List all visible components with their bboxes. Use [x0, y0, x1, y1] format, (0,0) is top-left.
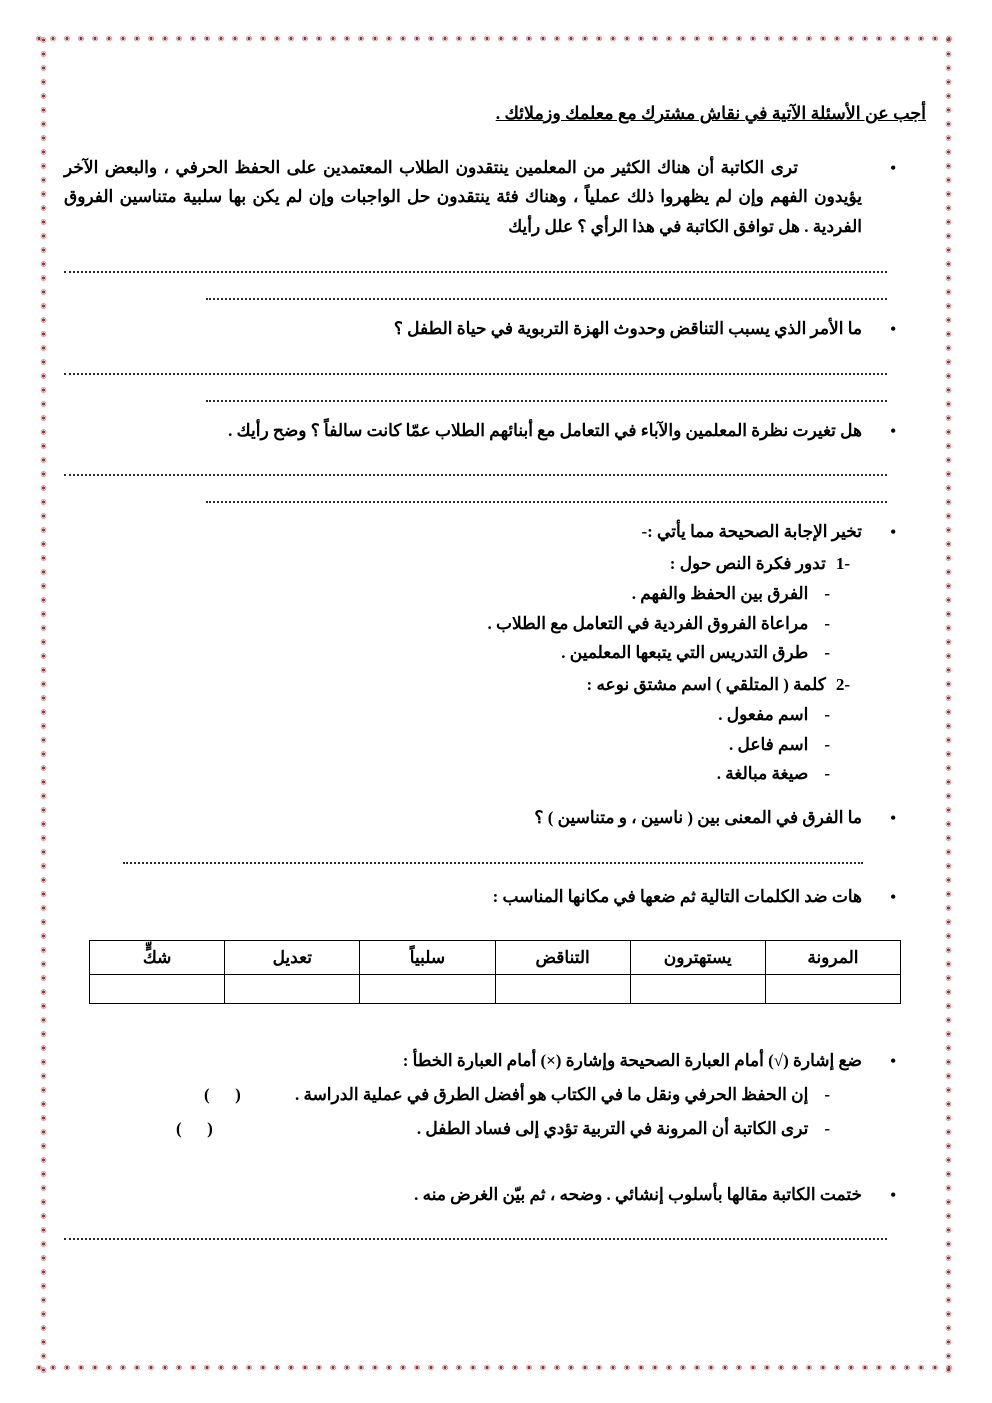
true-false-item [64, 1080, 926, 1110]
dash-marker: - [824, 734, 830, 754]
decorative-border-right [943, 33, 954, 1373]
question-5-answer-area [64, 837, 926, 864]
question-4-text: تخير الإجابة الصحيحة مما يأتي :- [641, 522, 862, 542]
question-2 [64, 314, 926, 344]
decorative-border-bottom [32, 1362, 960, 1373]
question-3-answer-area [64, 449, 926, 503]
table-empty-cell [90, 975, 225, 1004]
question-4-sub-2 [64, 670, 926, 700]
answer-parentheses: ( ) [204, 1085, 241, 1105]
table-header-cell: المرونة [765, 940, 900, 975]
decorative-border-left [38, 33, 49, 1373]
table-empty-cell [495, 975, 630, 1004]
worksheet-content [64, 98, 926, 1246]
bullet-icon: • [890, 524, 896, 542]
decorative-border-top [32, 33, 960, 44]
choice-option-text: اسم فاعل . [728, 734, 809, 754]
question-4-sub-1 [64, 549, 926, 579]
question-6-text: هات ضد الكلمات التالية ثم ضعها في مكانها المناسب : [492, 886, 862, 906]
antonyms-table [89, 940, 901, 1005]
true-false-item [64, 1114, 926, 1144]
dash-marker: - [824, 583, 830, 603]
table-header-cell: شكٍّ [90, 940, 225, 975]
choice-option-text: مراعاة الفروق الفردية في التعامل مع الطلاب . [487, 613, 809, 633]
dash-marker: - [824, 643, 830, 663]
dash-marker: - [824, 613, 830, 633]
question-7-text: ضع إشارة (√) أمام العبارة الصحيحة وإشارة (×) أمام العبارة الخطأ : [402, 1051, 862, 1071]
question-8-text: ختمت الكاتبة مقالها بأسلوب إنشائي . وضحه ، ثم بيّن الغرض منه . [414, 1184, 862, 1204]
table-empty-cell [630, 975, 765, 1004]
question-8-answer-area [64, 1213, 926, 1240]
table-header-cell: التناقض [495, 940, 630, 975]
question-4-sub-1-text: تدور فكرة النص حول : [669, 554, 826, 574]
question-2-answer-area [64, 348, 926, 402]
item-number: 2- [835, 675, 850, 695]
table-header-row [90, 940, 901, 975]
answer-line [206, 476, 887, 503]
table-empty-cell [225, 975, 360, 1004]
question-1-text: ترى الكاتبة أن هناك الكثير من المعلمين ينتقدون الطلاب المعتمدين على الحفظ الحرفي ، والبعض الآخر يؤيدون الفهم وإن لم يظهروا ذلك عملياً ، وهناك فئة ينتقدون حل الواجبات وإن لم يكن بها سلبية متناسين الفروق الفردية . هل توافق الكاتبة في هذا الرأي ؟ علل رأيك [64, 157, 862, 237]
bullet-icon: • [890, 888, 896, 906]
question-6 [64, 882, 926, 912]
question-8 [64, 1180, 926, 1210]
question-7 [64, 1046, 926, 1076]
dash-marker: - [824, 704, 830, 724]
bullet-icon: • [890, 320, 896, 338]
bullet-icon: • [890, 1186, 896, 1204]
table-header-cell: تعديل [225, 940, 360, 975]
question-5-text: ما الفرق في المعنى بين ( ناسين ، و متناسين ) ؟ [534, 808, 862, 828]
choice-option [64, 700, 926, 730]
page-title: أجب عن الأسئلة الآتية في نقاش مشترك مع معلمك وزملائك . [495, 103, 926, 123]
table-header-cell: يستهترون [630, 940, 765, 975]
question-4-sub-2-text: كلمة ( المتلقي ) اسم مشتق نوعه : [586, 675, 826, 695]
answer-line [123, 837, 863, 864]
choice-option-text: صيغة مبالغة . [716, 764, 809, 784]
choice-option-text: الفرق بين الحفظ والفهم . [631, 583, 809, 603]
bullet-icon: • [890, 159, 896, 177]
answer-line [64, 1213, 887, 1240]
answer-line [64, 348, 887, 375]
choice-option [64, 638, 926, 668]
bullet-icon: • [890, 810, 896, 828]
answer-line [206, 273, 887, 300]
item-number: 1- [835, 554, 850, 574]
question-1-answer-area [64, 246, 926, 300]
choice-option-text: طرق التدريس التي يتبعها المعلمين . [561, 643, 809, 663]
table-header-cell: سلبياً [360, 940, 495, 975]
answer-parentheses: ( ) [176, 1118, 213, 1138]
question-8-block [64, 1180, 926, 1241]
question-4 [64, 517, 926, 547]
dash-marker: - [824, 1085, 830, 1105]
question-5 [64, 803, 926, 833]
question-1 [64, 153, 926, 242]
question-7-block [64, 1046, 926, 1143]
question-3-text: هل تغيرت نظرة المعلمين والآباء في التعامل مع أبنائهم الطلاب عمّا كانت سالفاً ؟ وضح رأيك . [228, 420, 862, 440]
choice-option [64, 579, 926, 609]
choice-option [64, 730, 926, 760]
choice-option-text: اسم مفعول . [718, 704, 809, 724]
true-false-item-text: إن الحفظ الحرفي ونقل ما في الكتاب هو أفضل الطرق في عملية الدراسة . [294, 1085, 809, 1105]
table-empty-cell [765, 975, 900, 1004]
answer-line [64, 246, 887, 273]
dash-marker: - [824, 764, 830, 784]
question-2-text: ما الأمر الذي يسبب التناقض وحدوث الهزة التربوية في حياة الطفل ؟ [393, 318, 862, 338]
true-false-item-text: ترى الكاتبة أن المرونة في التربية تؤدي إلى فساد الطفل . [416, 1118, 809, 1138]
choice-option [64, 759, 926, 789]
dash-marker: - [824, 1118, 830, 1138]
bullet-icon: • [890, 422, 896, 440]
answer-line [206, 375, 887, 402]
table-empty-cell [360, 975, 495, 1004]
choice-option [64, 609, 926, 639]
table-answer-row [90, 975, 901, 1004]
bullet-icon: • [890, 1053, 896, 1071]
answer-line [64, 449, 887, 476]
question-3 [64, 416, 926, 446]
